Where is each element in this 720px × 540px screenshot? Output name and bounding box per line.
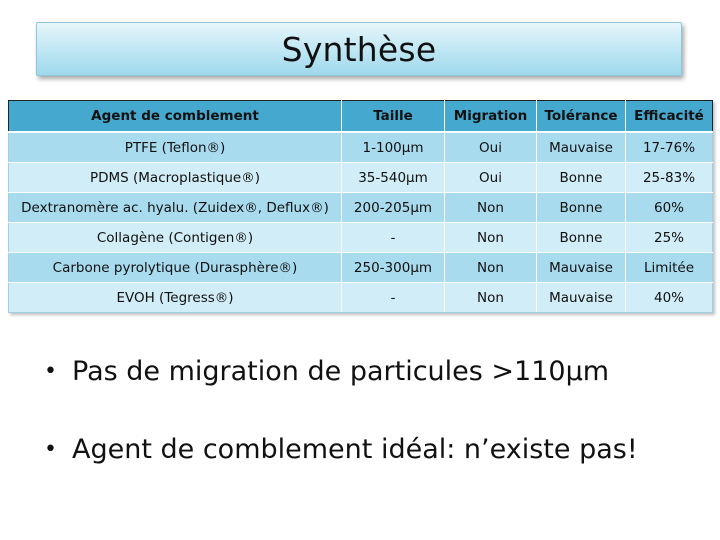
slide-title: Synthèse	[281, 29, 437, 69]
column-header-tolerance: Tolérance	[537, 101, 626, 133]
table-row	[9, 223, 713, 253]
cell-efficacite: 40%	[626, 283, 713, 313]
cell-agent: Collagène (Contigen®)	[9, 223, 342, 253]
table-header-row	[9, 101, 713, 133]
cell-migration: Non	[445, 223, 537, 253]
cell-migration: Non	[445, 283, 537, 313]
cell-tolerance: Bonne	[537, 193, 626, 223]
column-header-taille: Taille	[342, 101, 445, 133]
table-row	[9, 283, 713, 313]
cell-efficacite: 25-83%	[626, 163, 713, 193]
cell-agent: PDMS (Macroplastique®)	[9, 163, 342, 193]
table-row	[9, 163, 713, 193]
cell-efficacite: 17-76%	[626, 132, 713, 163]
cell-taille: 200-205µm	[342, 193, 445, 223]
cell-agent: Carbone pyrolytique (Durasphère®)	[9, 253, 342, 283]
cell-taille: 35-540µm	[342, 163, 445, 193]
cell-taille: 250-300µm	[342, 253, 445, 283]
cell-tolerance: Bonne	[537, 163, 626, 193]
cell-taille: 1-100µm	[342, 132, 445, 163]
synthesis-table	[8, 100, 713, 313]
bullet-text: Pas de migration de particules >110µm	[72, 356, 610, 387]
cell-agent: PTFE (Teflon®)	[9, 132, 342, 163]
column-header-agent: Agent de comblement	[9, 101, 342, 133]
cell-tolerance: Bonne	[537, 223, 626, 253]
bullet-icon: •	[44, 437, 57, 462]
cell-tolerance: Mauvaise	[537, 283, 626, 313]
cell-migration: Oui	[445, 132, 537, 163]
cell-migration: Oui	[445, 163, 537, 193]
cell-agent: EVOH (Tegress®)	[9, 283, 342, 313]
cell-tolerance: Mauvaise	[537, 132, 626, 163]
cell-agent: Dextranomère ac. hyalu. (Zuidex®, Deflux®)	[9, 193, 342, 223]
cell-efficacite: 25%	[626, 223, 713, 253]
cell-tolerance: Mauvaise	[537, 253, 626, 283]
title-box	[36, 22, 682, 76]
cell-migration: Non	[445, 193, 537, 223]
cell-taille: -	[342, 223, 445, 253]
table-row	[9, 193, 713, 223]
bullet-icon: •	[44, 359, 57, 384]
cell-efficacite: Limitée	[626, 253, 713, 283]
table-row	[9, 132, 713, 163]
table-row	[9, 253, 713, 283]
column-header-migration: Migration	[445, 101, 537, 133]
column-header-efficacite: Efficacité	[626, 101, 713, 133]
cell-migration: Non	[445, 253, 537, 283]
bullet-item	[44, 430, 638, 470]
bullet-item	[44, 352, 638, 392]
bullet-text: Agent de comblement idéal: n’existe pas!	[72, 434, 638, 465]
cell-taille: -	[342, 283, 445, 313]
cell-efficacite: 60%	[626, 193, 713, 223]
bullet-list	[44, 352, 638, 470]
